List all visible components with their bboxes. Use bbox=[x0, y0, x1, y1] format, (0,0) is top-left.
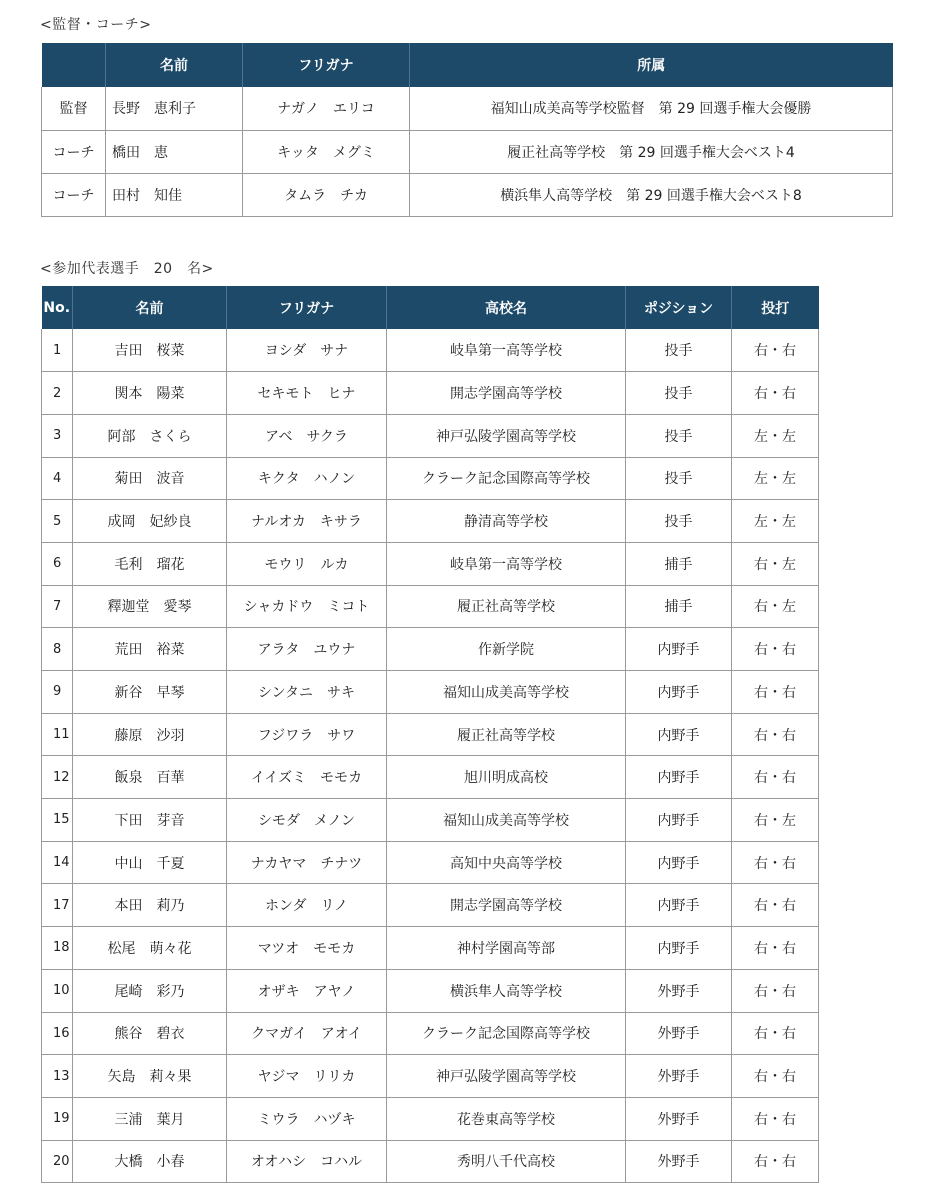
player-row bbox=[42, 1055, 819, 1098]
player-furigana-cell: ミウラ ハヅキ bbox=[227, 1097, 387, 1140]
player-furigana-cell: イイズミ モモカ bbox=[227, 756, 387, 799]
player-name-cell: 松尾 萌々花 bbox=[73, 927, 227, 970]
player-name-cell: 熊谷 碧衣 bbox=[73, 1012, 227, 1055]
player-furigana-cell: アベ サクラ bbox=[227, 414, 387, 457]
player-bats-throws-cell: 右・右 bbox=[732, 372, 819, 415]
player-bats-throws-cell: 右・右 bbox=[732, 969, 819, 1012]
player-no-cell: 7 bbox=[42, 585, 73, 628]
staff-header-furigana: フリガナ bbox=[243, 43, 410, 87]
player-position-cell: 投手 bbox=[626, 457, 732, 500]
player-school-cell: 作新学院 bbox=[387, 628, 626, 671]
player-bats-throws-cell: 右・右 bbox=[732, 1140, 819, 1183]
player-furigana-cell: ヨシダ サナ bbox=[227, 329, 387, 372]
player-bats-throws-cell: 右・右 bbox=[732, 1097, 819, 1140]
player-bats-throws-cell: 右・左 bbox=[732, 585, 819, 628]
player-position-cell: 外野手 bbox=[626, 1097, 732, 1140]
player-position-cell: 内野手 bbox=[626, 756, 732, 799]
staff-furigana-cell: キッタ メグミ bbox=[243, 130, 410, 173]
player-furigana-cell: シモダ メノン bbox=[227, 799, 387, 842]
player-furigana-cell: ホンダ リノ bbox=[227, 884, 387, 927]
player-school-cell: 神戸弘陵学園高等学校 bbox=[387, 1055, 626, 1098]
player-bats-throws-cell: 右・右 bbox=[732, 628, 819, 671]
staff-row bbox=[42, 87, 893, 130]
player-school-cell: 履正社高等学校 bbox=[387, 713, 626, 756]
player-name-cell: 中山 千夏 bbox=[73, 841, 227, 884]
player-row bbox=[42, 969, 819, 1012]
player-school-cell: 開志学園高等学校 bbox=[387, 372, 626, 415]
player-no-cell: 12 bbox=[42, 756, 73, 799]
player-school-cell: 高知中央高等学校 bbox=[387, 841, 626, 884]
players-table bbox=[41, 286, 819, 1183]
player-no-cell: 10 bbox=[42, 969, 73, 1012]
players-section-title: <参加代表選手 20 名> bbox=[40, 261, 214, 277]
player-furigana-cell: キクタ ハノン bbox=[227, 457, 387, 500]
player-school-cell: 横浜隼人高等学校 bbox=[387, 969, 626, 1012]
player-name-cell: 毛利 瑠花 bbox=[73, 542, 227, 585]
player-no-cell: 1 bbox=[42, 329, 73, 372]
player-furigana-cell: ナルオカ キサラ bbox=[227, 500, 387, 543]
player-no-cell: 13 bbox=[42, 1055, 73, 1098]
player-row bbox=[42, 1012, 819, 1055]
player-no-cell: 11 bbox=[42, 713, 73, 756]
staff-section-title: <監督・コーチ> bbox=[40, 17, 152, 33]
player-bats-throws-cell: 左・左 bbox=[732, 500, 819, 543]
player-no-cell: 16 bbox=[42, 1012, 73, 1055]
player-name-cell: 成岡 妃紗良 bbox=[73, 500, 227, 543]
player-bats-throws-cell: 右・右 bbox=[732, 1055, 819, 1098]
player-bats-throws-cell: 右・左 bbox=[732, 799, 819, 842]
player-position-cell: 投手 bbox=[626, 500, 732, 543]
player-name-cell: 三浦 葉月 bbox=[73, 1097, 227, 1140]
player-school-cell: 花巻東高等学校 bbox=[387, 1097, 626, 1140]
player-position-cell: 内野手 bbox=[626, 671, 732, 714]
player-bats-throws-cell: 右・右 bbox=[732, 713, 819, 756]
player-row bbox=[42, 372, 819, 415]
player-no-cell: 14 bbox=[42, 841, 73, 884]
player-no-cell: 6 bbox=[42, 542, 73, 585]
player-school-cell: 福知山成美高等学校 bbox=[387, 799, 626, 842]
player-furigana-cell: ヤジマ リリカ bbox=[227, 1055, 387, 1098]
player-name-cell: 関本 陽菜 bbox=[73, 372, 227, 415]
player-bats-throws-cell: 右・右 bbox=[732, 884, 819, 927]
player-name-cell: 大橋 小春 bbox=[73, 1140, 227, 1183]
staff-row bbox=[42, 173, 893, 216]
player-name-cell: 藤原 沙羽 bbox=[73, 713, 227, 756]
player-bats-throws-cell: 右・右 bbox=[732, 329, 819, 372]
staff-table bbox=[41, 43, 893, 217]
staff-header-name: 名前 bbox=[106, 43, 243, 87]
player-school-cell: 岐阜第一高等学校 bbox=[387, 542, 626, 585]
players-header-furigana: フリガナ bbox=[227, 286, 387, 329]
player-no-cell: 5 bbox=[42, 500, 73, 543]
player-position-cell: 外野手 bbox=[626, 1055, 732, 1098]
player-position-cell: 外野手 bbox=[626, 969, 732, 1012]
player-row bbox=[42, 927, 819, 970]
player-no-cell: 15 bbox=[42, 799, 73, 842]
player-bats-throws-cell: 右・右 bbox=[732, 756, 819, 799]
player-row bbox=[42, 756, 819, 799]
staff-header-affiliation: 所属 bbox=[410, 43, 893, 87]
player-position-cell: 捕手 bbox=[626, 585, 732, 628]
player-no-cell: 3 bbox=[42, 414, 73, 457]
player-row bbox=[42, 671, 819, 714]
staff-affiliation-cell: 福知山成美高等学校監督 第 29 回選手権大会優勝 bbox=[410, 87, 893, 130]
player-name-cell: 吉田 桜菜 bbox=[73, 329, 227, 372]
player-bats-throws-cell: 右・左 bbox=[732, 542, 819, 585]
staff-affiliation-cell: 横浜隼人高等学校 第 29 回選手権大会ベスト8 bbox=[410, 173, 893, 216]
player-name-cell: 尾崎 彩乃 bbox=[73, 969, 227, 1012]
player-name-cell: 菊田 波音 bbox=[73, 457, 227, 500]
player-name-cell: 阿部 さくら bbox=[73, 414, 227, 457]
player-row bbox=[42, 841, 819, 884]
player-no-cell: 2 bbox=[42, 372, 73, 415]
player-furigana-cell: オオハシ コハル bbox=[227, 1140, 387, 1183]
player-furigana-cell: オザキ アヤノ bbox=[227, 969, 387, 1012]
staff-affiliation-cell: 履正社高等学校 第 29 回選手権大会ベスト4 bbox=[410, 130, 893, 173]
players-header-school: 高校名 bbox=[387, 286, 626, 329]
staff-header-role bbox=[42, 43, 106, 87]
player-no-cell: 4 bbox=[42, 457, 73, 500]
player-bats-throws-cell: 左・左 bbox=[732, 457, 819, 500]
player-furigana-cell: モウリ ルカ bbox=[227, 542, 387, 585]
player-school-cell: 岐阜第一高等学校 bbox=[387, 329, 626, 372]
players-header-bats-throws: 投打 bbox=[732, 286, 819, 329]
staff-name-cell: 橋田 恵 bbox=[106, 130, 243, 173]
players-header-no: No. bbox=[42, 286, 73, 329]
player-position-cell: 捕手 bbox=[626, 542, 732, 585]
player-name-cell: 矢島 莉々果 bbox=[73, 1055, 227, 1098]
player-name-cell: 新谷 早琴 bbox=[73, 671, 227, 714]
player-bats-throws-cell: 右・右 bbox=[732, 671, 819, 714]
staff-role-cell: コーチ bbox=[42, 130, 106, 173]
player-school-cell: クラーク記念国際高等学校 bbox=[387, 1012, 626, 1055]
player-no-cell: 9 bbox=[42, 671, 73, 714]
staff-furigana-cell: タムラ チカ bbox=[243, 173, 410, 216]
player-position-cell: 投手 bbox=[626, 329, 732, 372]
players-header-position: ポジション bbox=[626, 286, 732, 329]
player-row bbox=[42, 799, 819, 842]
player-position-cell: 外野手 bbox=[626, 1012, 732, 1055]
staff-name-cell: 長野 恵利子 bbox=[106, 87, 243, 130]
player-bats-throws-cell: 左・左 bbox=[732, 414, 819, 457]
player-no-cell: 8 bbox=[42, 628, 73, 671]
player-no-cell: 19 bbox=[42, 1097, 73, 1140]
player-name-cell: 下田 芽音 bbox=[73, 799, 227, 842]
player-furigana-cell: フジワラ サワ bbox=[227, 713, 387, 756]
player-school-cell: 旭川明成高校 bbox=[387, 756, 626, 799]
player-school-cell: 履正社高等学校 bbox=[387, 585, 626, 628]
player-furigana-cell: クマガイ アオイ bbox=[227, 1012, 387, 1055]
player-furigana-cell: セキモト ヒナ bbox=[227, 372, 387, 415]
player-name-cell: 荒田 裕菜 bbox=[73, 628, 227, 671]
player-school-cell: クラーク記念国際高等学校 bbox=[387, 457, 626, 500]
player-furigana-cell: シンタニ サキ bbox=[227, 671, 387, 714]
player-no-cell: 20 bbox=[42, 1140, 73, 1183]
staff-furigana-cell: ナガノ エリコ bbox=[243, 87, 410, 130]
player-position-cell: 投手 bbox=[626, 414, 732, 457]
staff-name-cell: 田村 知佳 bbox=[106, 173, 243, 216]
player-school-cell: 開志学園高等学校 bbox=[387, 884, 626, 927]
staff-row bbox=[42, 130, 893, 173]
player-row bbox=[42, 414, 819, 457]
players-header-row bbox=[42, 286, 819, 329]
player-row bbox=[42, 542, 819, 585]
player-row bbox=[42, 1140, 819, 1183]
player-row bbox=[42, 500, 819, 543]
player-bats-throws-cell: 右・右 bbox=[732, 841, 819, 884]
player-position-cell: 内野手 bbox=[626, 927, 732, 970]
player-row bbox=[42, 585, 819, 628]
player-row bbox=[42, 329, 819, 372]
player-row bbox=[42, 1097, 819, 1140]
player-no-cell: 18 bbox=[42, 927, 73, 970]
players-header-name: 名前 bbox=[73, 286, 227, 329]
player-school-cell: 秀明八千代高校 bbox=[387, 1140, 626, 1183]
staff-role-cell: コーチ bbox=[42, 173, 106, 216]
player-school-cell: 神村学園高等部 bbox=[387, 927, 626, 970]
player-position-cell: 内野手 bbox=[626, 628, 732, 671]
player-name-cell: 本田 莉乃 bbox=[73, 884, 227, 927]
player-bats-throws-cell: 右・右 bbox=[732, 927, 819, 970]
player-furigana-cell: シャカドウ ミコト bbox=[227, 585, 387, 628]
player-school-cell: 神戸弘陵学園高等学校 bbox=[387, 414, 626, 457]
player-position-cell: 内野手 bbox=[626, 713, 732, 756]
player-furigana-cell: ナカヤマ チナツ bbox=[227, 841, 387, 884]
player-position-cell: 投手 bbox=[626, 372, 732, 415]
player-school-cell: 福知山成美高等学校 bbox=[387, 671, 626, 714]
player-name-cell: 釋迦堂 愛琴 bbox=[73, 585, 227, 628]
player-furigana-cell: アラタ ユウナ bbox=[227, 628, 387, 671]
player-position-cell: 内野手 bbox=[626, 799, 732, 842]
player-position-cell: 内野手 bbox=[626, 841, 732, 884]
player-row bbox=[42, 713, 819, 756]
player-school-cell: 静清高等学校 bbox=[387, 500, 626, 543]
player-row bbox=[42, 628, 819, 671]
player-position-cell: 内野手 bbox=[626, 884, 732, 927]
player-position-cell: 外野手 bbox=[626, 1140, 732, 1183]
player-bats-throws-cell: 右・右 bbox=[732, 1012, 819, 1055]
player-row bbox=[42, 884, 819, 927]
player-name-cell: 飯泉 百華 bbox=[73, 756, 227, 799]
player-no-cell: 17 bbox=[42, 884, 73, 927]
player-row bbox=[42, 457, 819, 500]
player-furigana-cell: マツオ モモカ bbox=[227, 927, 387, 970]
staff-role-cell: 監督 bbox=[42, 87, 106, 130]
staff-header-row bbox=[42, 43, 893, 87]
